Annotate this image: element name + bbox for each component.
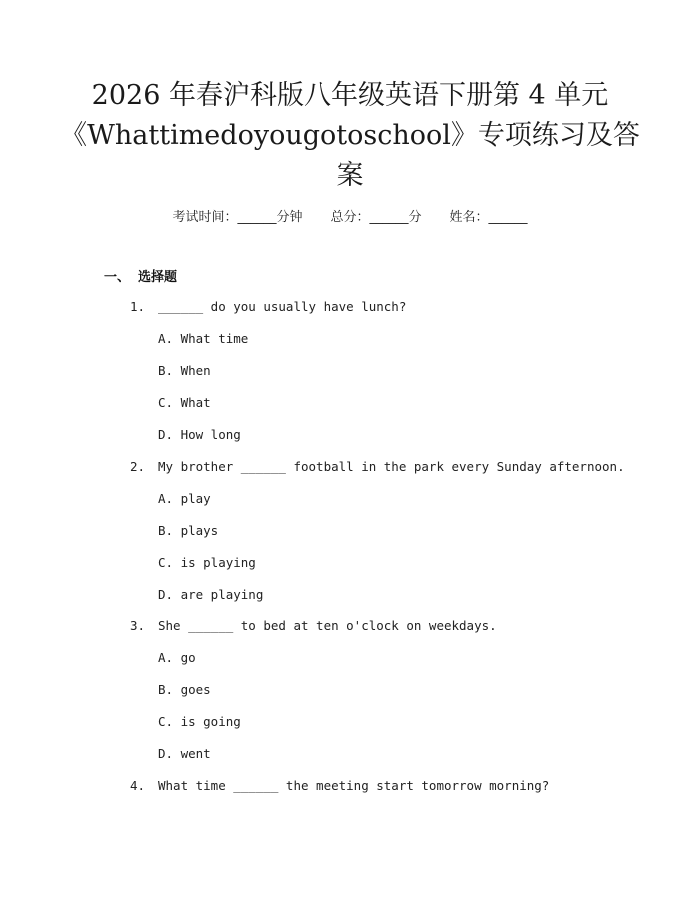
- option-3d: D. went: [158, 746, 211, 761]
- title-line-2: 《Whattimedoyougotoschool》专项练习及答: [60, 120, 640, 151]
- option-1d: D. How long: [158, 427, 241, 442]
- section-label: 选择题: [138, 270, 178, 285]
- option-1c: C. What: [158, 395, 211, 410]
- option-1a: A. What time: [158, 331, 249, 346]
- document-title: [60, 76, 640, 196]
- exam-score: 总分：______分: [330, 210, 422, 225]
- question-text: ______ do you usually have lunch?: [158, 299, 407, 314]
- option-2a: A. play: [158, 491, 211, 506]
- question-number: 3.: [130, 618, 146, 633]
- section-number: 一、: [104, 270, 131, 285]
- section-heading: [104, 266, 177, 285]
- question-number: 2.: [130, 459, 146, 474]
- exam-name: 姓名：______: [449, 210, 528, 225]
- exam-info: [0, 206, 700, 225]
- question-1: [130, 298, 407, 316]
- question-number: 1.: [130, 299, 146, 314]
- option-3b: B. goes: [158, 682, 211, 697]
- question-3: [130, 617, 497, 635]
- question-2: [130, 458, 625, 476]
- question-text: What time ______ the meeting start tomorrow morning?: [158, 778, 550, 793]
- question-text: She ______ to bed at ten o'clock on weekdays.: [158, 618, 497, 633]
- question-4: [130, 777, 550, 795]
- question-text: My brother ______ football in the park every Sunday afternoon.: [158, 459, 625, 474]
- option-3c: C. is going: [158, 714, 241, 729]
- option-2c: C. is playing: [158, 555, 256, 570]
- title-line-3: 案: [336, 160, 364, 191]
- exam-time: 考试时间：______分钟: [172, 210, 303, 225]
- option-2b: B. plays: [158, 523, 219, 538]
- option-2d: D. are playing: [158, 587, 264, 602]
- title-line-1: 2026 年春沪科版八年级英语下册第 4 单元: [91, 80, 609, 111]
- option-1b: B. When: [158, 363, 211, 378]
- question-number: 4.: [130, 778, 146, 793]
- option-3a: A. go: [158, 650, 196, 665]
